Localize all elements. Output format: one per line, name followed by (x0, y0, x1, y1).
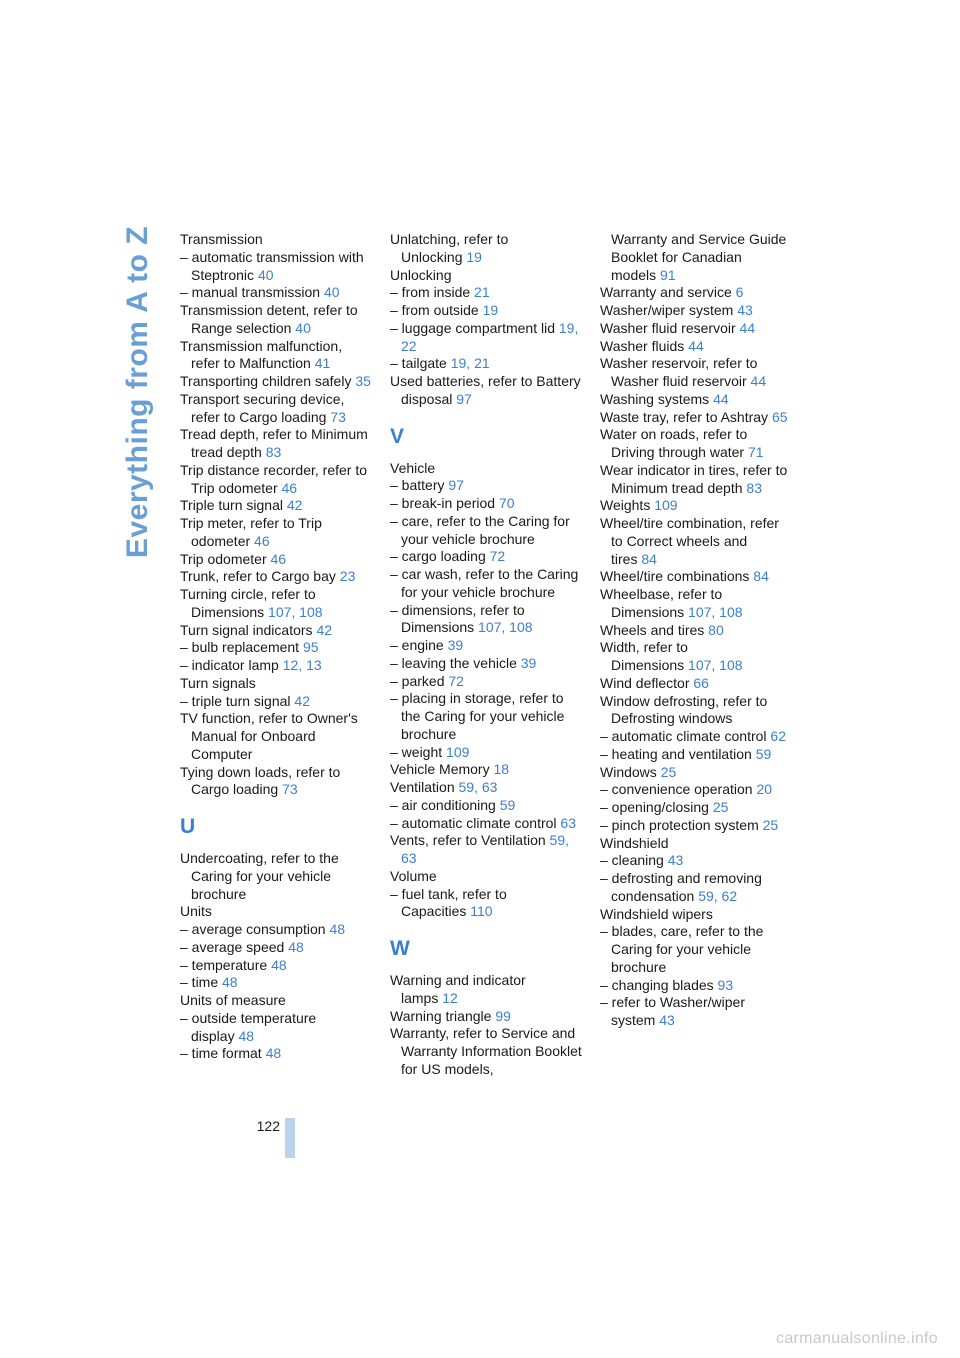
index-entry (600, 675, 792, 693)
page-reference-link[interactable]: 40 (295, 319, 311, 336)
index-entry (600, 977, 792, 995)
index-entry (180, 693, 372, 711)
entry-text: Tying down loads, refer to Cargo loading (180, 763, 341, 798)
entry-text: Wheel/tire combinations (600, 568, 750, 585)
page-reference-link[interactable]: 25 (712, 799, 729, 815)
page-reference-link[interactable]: 40 (323, 284, 340, 301)
index-entry (180, 586, 372, 622)
watermark: carmanualsonline.info (776, 1330, 938, 1347)
page-reference-link[interactable]: 97 (456, 390, 472, 407)
index-entry (390, 355, 582, 373)
page-reference-link[interactable]: 46 (270, 550, 287, 567)
entry-text: – defrosting and removing condensation (600, 870, 762, 904)
entry-text: Wheel/tire combination, refer to Correct wheels and tires (600, 515, 779, 567)
index-entry (390, 1008, 582, 1026)
entry-text: Triple turn signal (180, 497, 283, 514)
entry-text: Turn signals (180, 674, 256, 691)
page-reference-link[interactable]: 107, 108 (688, 603, 743, 620)
page-reference-link[interactable]: 48 (238, 1027, 255, 1044)
entry-text: Trunk, refer to Cargo bay (180, 568, 336, 585)
index-entry (390, 744, 582, 762)
index-entry (180, 249, 372, 285)
entry-text: Turn signal indicators (180, 621, 313, 638)
index-entry (180, 639, 372, 657)
index-entry (390, 284, 582, 302)
entry-text: Turning circle, refer to Dimensions (180, 586, 316, 620)
index-entry (600, 622, 792, 640)
entry-text: – placing in storage, refer to the Caring for your vehicle brochure (390, 690, 565, 742)
entry-text: – from inside (390, 284, 471, 301)
page-reference-link[interactable]: 84 (753, 568, 769, 585)
page-reference-link[interactable]: 12, 13 (282, 657, 322, 673)
entry-text: Transmission detent, refer to Range selection (180, 302, 358, 336)
entry-text: Warranty and service (600, 284, 732, 301)
index-entry (390, 690, 582, 743)
page-reference-link[interactable]: 21 (474, 284, 490, 301)
index-entry (600, 320, 792, 338)
page-reference-link[interactable]: 73 (330, 408, 346, 425)
index-entry (180, 551, 372, 569)
index-entry (180, 921, 372, 939)
entry-text: Windshield wipers (600, 905, 713, 922)
index-entry (600, 817, 792, 835)
page-reference-link[interactable]: 97 (448, 477, 464, 494)
page-reference-link[interactable]: 19, 22 (401, 319, 579, 354)
index-entry (390, 972, 582, 1008)
page-reference-link[interactable]: 48 (288, 938, 304, 955)
index-entry (180, 957, 372, 975)
page-reference-link[interactable]: 84 (641, 550, 657, 567)
index-entry (600, 426, 792, 462)
footer-bar (285, 1118, 295, 1158)
entry-text: – leaving the vehicle (390, 654, 517, 671)
index-entry (600, 302, 792, 320)
index-entry (180, 850, 372, 903)
entry-text: – triple turn signal (180, 692, 291, 709)
entry-text: – convenience operation (600, 781, 753, 798)
entry-text: – fuel tank, refer to Capacities (390, 885, 507, 920)
page-reference-link[interactable]: 39 (447, 637, 464, 653)
page-reference-link[interactable]: 73 (282, 781, 298, 798)
page-reference-link[interactable]: 80 (708, 621, 724, 638)
entry-text: TV function, refer to Owner's Manual for Onboard Computer (180, 710, 358, 762)
entry-text: – outside temperature display (180, 1009, 317, 1044)
entry-text: Units of measure (180, 992, 286, 1008)
index-entry (600, 852, 792, 870)
page-reference-link[interactable]: 72 (448, 672, 464, 689)
index-entry (390, 231, 582, 267)
index-entry (180, 284, 372, 302)
page-reference-link[interactable]: 83 (265, 444, 282, 460)
entry-text: Warranty and Service Guide Booklet for Canadian models (611, 231, 787, 283)
entry-text: – refer to Washer/wiper system (600, 994, 745, 1028)
entry-text: Vehicle (390, 459, 436, 476)
page-reference-link[interactable]: 44 (750, 373, 767, 389)
entry-text: Vents, refer to Ventilation (390, 832, 546, 849)
page-reference-link[interactable]: 48 (222, 974, 238, 991)
index-entry (600, 781, 792, 799)
entry-text: Wear indicator in tires, refer to Minimum tread depth (600, 461, 788, 496)
page-reference-link[interactable]: 59, 63 (458, 779, 498, 795)
page-reference-link[interactable]: 59, 62 (698, 887, 738, 904)
index-entry (180, 231, 372, 249)
entry-text: – time format (180, 1045, 262, 1062)
entry-text: Used batteries, refer to Battery disposal (390, 373, 581, 407)
side-title-text: Everything from A to Z (121, 225, 154, 559)
entry-text: – cargo loading (390, 548, 486, 565)
entry-text: – average consumption (180, 921, 326, 937)
index-entry (180, 764, 372, 800)
index-entry (600, 693, 792, 729)
page-reference-link[interactable]: 62 (770, 728, 786, 744)
section-letter: W (390, 937, 410, 960)
entry-text: Transporting children safely (180, 373, 352, 389)
entry-text: Unlatching, refer to Unlocking (390, 231, 509, 265)
page-reference-link[interactable]: 48 (265, 1045, 282, 1062)
index-entry (390, 868, 582, 886)
page-reference-link[interactable]: 35 (355, 373, 371, 389)
index-entry (600, 568, 792, 586)
entry-text: – dimensions, refer to Dimensions (390, 601, 525, 636)
index-entry (180, 462, 372, 498)
page-reference-link[interactable]: 66 (693, 674, 709, 691)
entry-text: Wheelbase, refer to Dimensions (600, 586, 723, 620)
entry-text: Washing systems (600, 390, 710, 407)
entry-text: – air conditioning (390, 796, 496, 813)
entry-text: – weight (390, 743, 443, 760)
entry-text: – indicator lamp (180, 657, 279, 673)
index-entry (390, 373, 582, 409)
page-reference-link[interactable]: 93 (717, 976, 734, 993)
index-entry (390, 548, 582, 566)
entry-text: – luggage compartment lid (390, 319, 555, 336)
index-entry (390, 673, 582, 691)
index-entry (390, 779, 582, 797)
entry-text: Transport securing device, refer to Cargo loading (180, 390, 345, 425)
index-entry (390, 320, 582, 356)
page-reference-link[interactable]: 110 (470, 903, 493, 920)
page-reference-link[interactable]: 71 (747, 444, 764, 460)
index-entry (600, 586, 792, 622)
index-entry (180, 1010, 372, 1046)
entry-text: Wind deflector (600, 674, 690, 691)
index-column-1 (180, 231, 372, 1063)
index-entry (180, 568, 372, 586)
index-entry (180, 1045, 372, 1063)
entry-text: – automatic climate control (600, 728, 767, 744)
entry-text: – car wash, refer to the Caring for your vehicle brochure (390, 566, 579, 600)
entry-text: Windows (600, 763, 657, 780)
index-entry (600, 497, 792, 515)
page-reference-link[interactable]: 48 (329, 921, 346, 937)
page-reference-link[interactable]: 43 (737, 302, 753, 318)
entry-text: – time (180, 974, 219, 991)
index-entry (180, 710, 372, 763)
index-entry (390, 1025, 582, 1078)
page-reference-link[interactable]: 42 (294, 692, 310, 709)
index-entry (180, 657, 372, 675)
page-reference-link[interactable]: 107, 108 (688, 657, 743, 673)
index-entry (390, 797, 582, 815)
entry-text: – average speed (180, 938, 285, 955)
entry-text: Volume (390, 867, 437, 884)
index-entry (390, 761, 582, 779)
index-entry (390, 832, 582, 868)
index-entry (600, 639, 792, 675)
index-entry (390, 477, 582, 495)
entry-text: – manual transmission (180, 284, 321, 301)
entry-text: Wheels and tires (600, 621, 705, 638)
index-entry (180, 373, 372, 391)
entry-text: Warranty, refer to Service and Warranty Information Booklet for US models, (390, 1025, 582, 1077)
page-reference-link[interactable]: 20 (756, 781, 773, 798)
entry-text: Washer fluids (600, 337, 685, 354)
index-entry (600, 284, 792, 302)
index-entry (600, 409, 792, 427)
index-entry (390, 460, 582, 478)
index-entry (180, 992, 372, 1010)
entry-text: Washer reservoir, refer to Washer fluid reservoir (600, 355, 758, 389)
index-entry (180, 939, 372, 957)
index-entry (390, 886, 582, 922)
index-entry (390, 602, 582, 638)
page-reference-link[interactable]: 46 (254, 532, 270, 549)
page-reference-link[interactable]: 91 (660, 266, 676, 283)
page-reference-link[interactable]: 48 (271, 956, 287, 973)
index-entry (600, 799, 792, 817)
entry-text: Trip odometer (180, 550, 267, 567)
page-reference-link[interactable]: 107, 108 (478, 619, 533, 636)
index-entry (390, 513, 582, 549)
index-entry (600, 906, 792, 924)
index-entry (390, 302, 582, 320)
index-entry (600, 515, 792, 568)
page-reference-link[interactable]: 19 (466, 248, 482, 265)
page-reference-link[interactable]: 65 (771, 408, 788, 425)
index-entry (180, 903, 372, 921)
page-reference-link[interactable]: 63 (560, 814, 576, 831)
entry-text: Waste tray, refer to Ashtray (600, 408, 769, 425)
index-column-3 (600, 231, 792, 1030)
entry-text: Trip distance recorder, refer to Trip odometer (180, 461, 368, 496)
page-reference-link[interactable]: 6 (735, 284, 744, 301)
index-column-2 (390, 231, 582, 1079)
entry-text: – tailgate (390, 355, 447, 372)
page-reference-link[interactable]: 44 (688, 337, 704, 354)
page-reference-link[interactable]: 95 (302, 639, 319, 656)
index-entry (600, 391, 792, 409)
entry-text: – care, refer to the Caring for your vehicle brochure (390, 512, 570, 547)
entry-text: – battery (390, 477, 445, 494)
page-reference-link[interactable]: 25 (762, 816, 779, 833)
index-entry (180, 675, 372, 693)
index-entry (600, 923, 792, 976)
page-reference-link[interactable]: 41 (314, 355, 331, 372)
entry-text: Washer/wiper system (600, 302, 734, 318)
index-entry (180, 426, 372, 462)
page-reference-link[interactable]: 109 (446, 743, 470, 760)
entry-text: – engine (390, 637, 444, 653)
index-entry (390, 267, 582, 285)
page-reference-link[interactable]: 19 (482, 302, 499, 318)
page-reference-link[interactable]: 19, 21 (450, 355, 490, 372)
index-entry (600, 231, 792, 284)
index-entry (180, 302, 372, 338)
entry-text: – temperature (180, 956, 268, 973)
entry-text: Washer fluid reservoir (600, 319, 736, 336)
page-reference-link[interactable]: 109 (654, 497, 678, 514)
entry-text: – break-in period (390, 495, 496, 511)
page-reference-link[interactable]: 23 (339, 568, 356, 585)
index-entry (180, 515, 372, 551)
index-entry (600, 746, 792, 764)
entry-text: Units (180, 903, 212, 920)
index-entry (180, 391, 372, 427)
entry-text: Weights (600, 497, 651, 514)
index-entry (180, 497, 372, 515)
index-entry (600, 728, 792, 746)
entry-text: Ventilation (390, 779, 455, 795)
entry-text: – cleaning (600, 852, 664, 869)
entry-text: – from outside (390, 302, 479, 318)
section-letter: V (390, 424, 405, 448)
index-entry (180, 338, 372, 374)
entry-text: Vehicle Memory (390, 761, 490, 778)
entry-text: Water on roads, refer to Driving through water (600, 426, 748, 460)
entry-text: Tread depth, refer to Minimum tread depth (180, 426, 368, 460)
index-entry (180, 974, 372, 992)
entry-text: Transmission (180, 231, 263, 247)
entry-text: – automatic transmission with Steptronic (180, 248, 364, 283)
index-entry (390, 566, 582, 602)
index-entry (600, 835, 792, 853)
page-reference-link[interactable]: 107, 108 (268, 603, 323, 620)
index-entry (600, 764, 792, 782)
entry-text: – blades, care, refer to the Caring for your vehicle brochure (600, 923, 764, 975)
entry-text: – parked (390, 672, 445, 689)
page-number: 122 (256, 1118, 280, 1134)
entry-text: Window defrosting, refer to Defrosting windows (600, 692, 768, 727)
index-entry (180, 622, 372, 640)
page-reference-link[interactable]: 46 (281, 479, 298, 496)
page-reference-link[interactable]: 59, 63 (401, 832, 570, 866)
entry-text: Warning and indicator lamps (390, 972, 526, 1006)
section-letter: U (180, 815, 196, 838)
page-reference-link[interactable]: 70 (498, 495, 515, 511)
index-entry (600, 355, 792, 391)
entry-text: – changing blades (600, 976, 714, 993)
page-reference-link[interactable]: 42 (316, 621, 333, 638)
index-entry (600, 870, 792, 906)
index-entry (600, 338, 792, 356)
entry-text: Warning triangle (390, 1007, 492, 1024)
page-reference-link[interactable]: 59 (755, 745, 772, 762)
index-entry (390, 815, 582, 833)
entry-text: Trip meter, refer to Trip odometer (180, 515, 322, 549)
page-reference-link[interactable]: 59 (499, 796, 516, 813)
page-reference-link[interactable]: 40 (257, 266, 274, 283)
entry-text: Undercoating, refer to the Caring for your vehicle brochure (180, 850, 339, 902)
page-reference-link[interactable]: 44 (739, 319, 756, 336)
entry-text: – pinch protection system (600, 816, 759, 833)
index-entry (600, 994, 792, 1030)
page-reference-link[interactable]: 42 (286, 497, 303, 514)
page-reference-link[interactable]: 18 (493, 761, 510, 778)
page-reference-link[interactable]: 25 (660, 763, 677, 780)
page-reference-link[interactable]: 44 (713, 390, 729, 407)
entry-text: – bulb replacement (180, 639, 300, 656)
side-title (118, 225, 158, 559)
page-reference-link[interactable]: 12 (442, 989, 458, 1006)
index-entry (390, 495, 582, 513)
index-entry (600, 462, 792, 498)
entry-text: Width, refer to Dimensions (600, 639, 688, 673)
entry-text: Windshield (600, 834, 669, 851)
page-reference-link[interactable]: 72 (489, 548, 506, 565)
entry-text: Unlocking (390, 266, 452, 283)
page-reference-link[interactable]: 83 (746, 479, 762, 496)
entry-text: Transmission malfunction, refer to Malfunction (180, 337, 343, 372)
entry-text: – automatic climate control (390, 814, 557, 831)
page-reference-link[interactable]: 99 (495, 1007, 511, 1024)
index-entry (390, 655, 582, 673)
index-entry (390, 637, 582, 655)
entry-text: – opening/closing (600, 799, 709, 815)
entry-text: – heating and ventilation (600, 745, 752, 762)
page-reference-link[interactable]: 43 (659, 1012, 675, 1028)
page-reference-link[interactable]: 39 (520, 654, 537, 671)
page-reference-link[interactable]: 43 (667, 852, 684, 869)
